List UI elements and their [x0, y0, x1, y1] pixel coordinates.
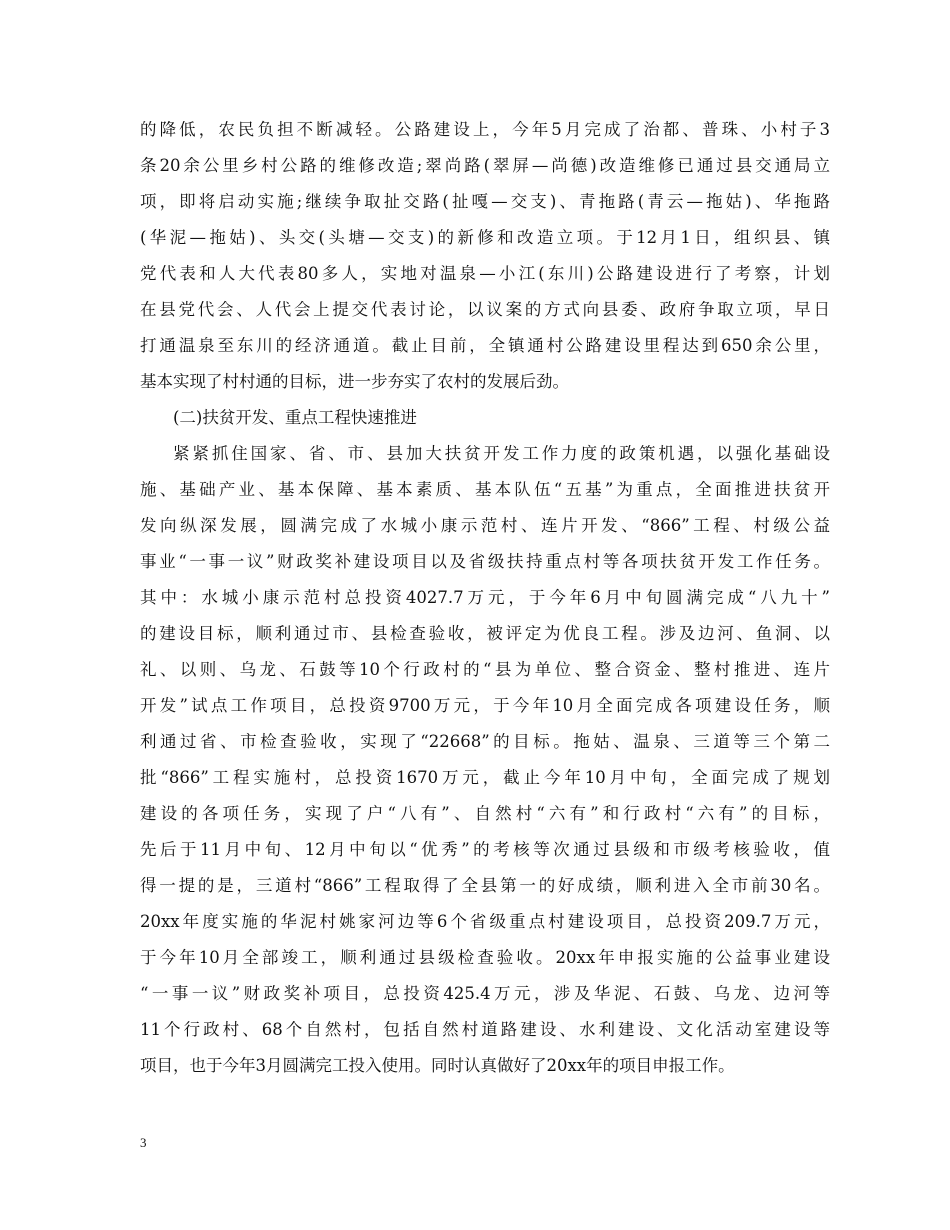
text-line: 礼、以则、乌龙、石鼓等10个行政村的“县为单位、整合资金、整村推进、连片	[140, 660, 830, 679]
text-line: 11个行政村、68个自然村，包括自然村道路建设、水利建设、文化活动室建设等	[140, 1020, 830, 1039]
section-heading: (二)扶贫开发、重点工程快速推进	[173, 408, 417, 427]
text-line: 得一提的是，三道村“866”工程取得了全县第一的好成绩，顺利进入全市前30名。	[140, 876, 830, 895]
text-line: 事业“一事一议”财政奖补建设项目以及省级扶持重点村等各项扶贫开发工作任务。	[140, 552, 830, 571]
text-line: 基本实现了村村通的目标，进一步夯实了农村的发展后劲。	[140, 372, 569, 391]
text-line: 先后于11月中旬、12月中旬以“优秀”的考核等次通过县级和市级考核验收，值	[140, 840, 830, 859]
text-line: 建设的各项任务，实现了户“八有”、自然村“六有”和行政村“六有”的目标，	[140, 804, 830, 823]
text-line: 党代表和人大代表80多人，实地对温泉—小江(东川)公路建设进行了考察，计划	[140, 264, 830, 283]
text-line: 利通过省、市检查验收，实现了“22668”的目标。拖姑、温泉、三道等三个第二	[140, 732, 830, 751]
text-line: 条20余公里乡村公路的维修改造;翠尚路(翠屏—尚德)改造维修已通过县交通局立	[140, 156, 830, 175]
text-line: 项，即将启动实施;继续争取扯交路(扯嘎—交支)、青拖路(青云—拖姑)、华拖路	[140, 192, 830, 211]
text-line: “一事一议”财政奖补项目，总投资425.4万元，涉及华泥、石鼓、乌龙、边河等	[140, 984, 830, 1003]
text-line: 开发”试点工作项目，总投资9700万元，于今年10月全面完成各项建设任务，顺	[140, 696, 830, 715]
text-line: 于今年10月全部竣工，顺利通过县级检查验收。20xx年申报实施的公益事业建设	[140, 948, 830, 967]
text-line: 发向纵深发展，圆满完成了水城小康示范村、连片开发、“866”工程、村级公益	[140, 516, 830, 535]
paragraph-first-line: 紧紧抓住国家、省、市、县加大扶贫开发工作力度的政策机遇，以强化基础设	[173, 444, 830, 463]
text-line: 在县党代会、人代会上提交代表讨论，以议案的方式向县委、政府争取立项，早日	[140, 300, 830, 319]
text-line: 其中：水城小康示范村总投资4027.7万元，于今年6月中旬圆满完成“八九十”	[140, 588, 830, 607]
text-line: 施、基础产业、基本保障、基本素质、基本队伍“五基”为重点，全面推进扶贫开	[140, 480, 830, 499]
page-number: 3	[140, 1135, 147, 1150]
text-line: (华泥—拖姑)、头交(头塘—交支)的新修和改造立项。于12月1日，组织县、镇	[140, 228, 830, 247]
text-line: 打通温泉至东川的经济通道。截止目前，全镇通村公路建设里程达到650余公里，	[140, 336, 830, 355]
text-line: 的降低，农民负担不断减轻。公路建设上，今年5月完成了治都、普珠、小村子3	[140, 120, 830, 139]
text-line: 的建设目标，顺利通过市、县检查验收，被评定为优良工程。涉及边河、鱼洞、以	[140, 624, 830, 643]
text-line: 批“866”工程实施村，总投资1670万元，截止今年10月中旬，全面完成了规划	[140, 768, 830, 787]
text-line: 项目，也于今年3月圆满完工投入使用。同时认真做好了20xx年的项目申报工作。	[140, 1056, 735, 1075]
text-line: 20xx年度实施的华泥村姚家河边等6个省级重点村建设项目，总投资209.7万元，	[140, 912, 830, 931]
document-body	[140, 112, 830, 1084]
